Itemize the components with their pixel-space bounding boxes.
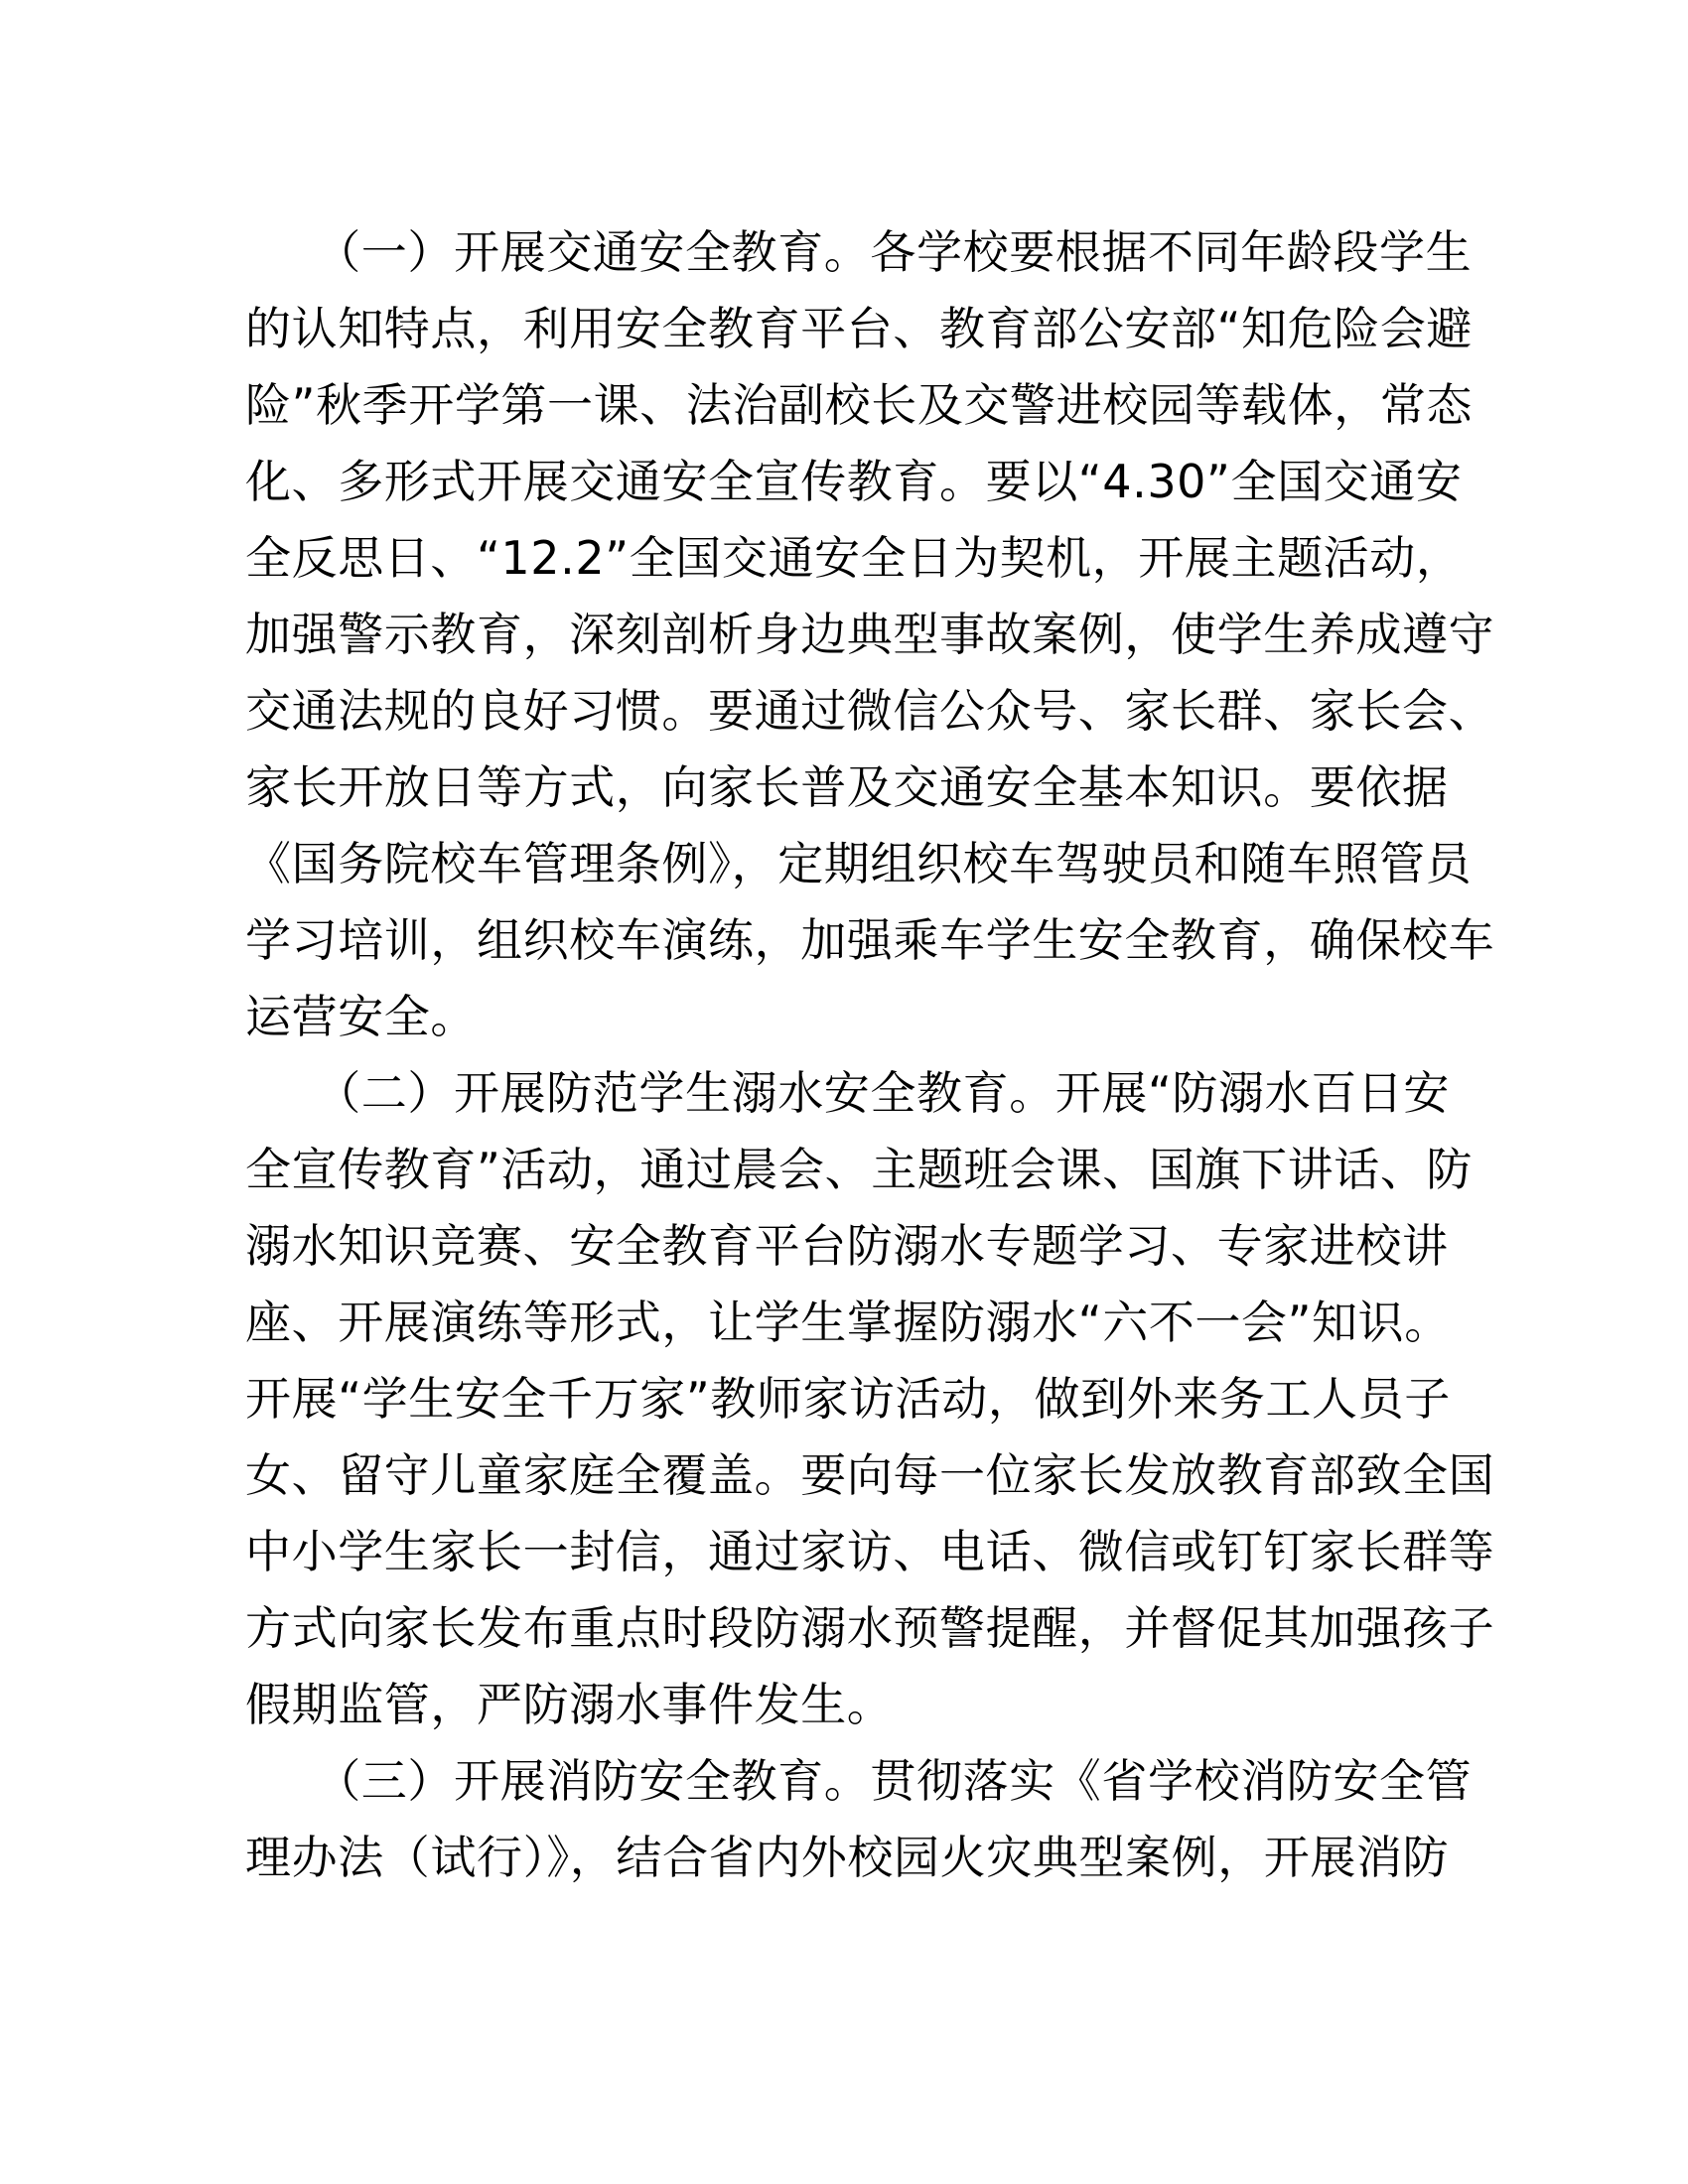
text-line: 化、多形式开展交通安全宣传教育。要以“4.30”全国交通安 xyxy=(245,455,1463,508)
text-line: 交通法规的良好习惯。要通过微信公众号、家长群、家长会、 xyxy=(245,684,1495,738)
paragraph-fire-safety xyxy=(245,1743,1473,1896)
document-page xyxy=(245,214,1495,1896)
text-line: （一）开展交通安全教育。各学校要根据不同年龄段学生 xyxy=(245,225,1473,279)
paragraph-drowning-prevention xyxy=(245,1055,1495,1743)
text-line: 女、留守儿童家庭全覆盖。要向每一位家长发放教育部致全国 xyxy=(245,1448,1495,1502)
text-line: 假期监管，严防溺水事件发生。 xyxy=(245,1678,894,1731)
text-line: 座、开展演练等形式，让学生掌握防溺水“六不一会”知识。 xyxy=(245,1296,1451,1349)
text-line: 全宣传教育”活动，通过晨会、主题班会课、国旗下讲话、防 xyxy=(245,1143,1474,1196)
text-line: 《国务院校车管理条例》，定期组织校车驾驶员和随车照管员 xyxy=(245,837,1473,890)
paragraph-traffic-safety xyxy=(245,214,1495,1055)
text-line: 运营安全。 xyxy=(245,990,477,1043)
text-line: 中小学生家长一封信，通过家访、电话、微信或钉钉家长群等 xyxy=(245,1525,1495,1578)
text-line: 理办法（试行）》，结合省内外校园火灾典型案例，开展消防 xyxy=(245,1831,1450,1884)
text-line: 溺水知识竞赛、安全教育平台防溺水专题学习、专家进校讲 xyxy=(245,1219,1449,1273)
text-line: （二）开展防范学生溺水安全教育。开展“防溺水百日安 xyxy=(245,1066,1451,1120)
text-line: 学习培训，组织校车演练，加强乘车学生安全教育，确保校车 xyxy=(245,913,1495,967)
text-line: （三）开展消防安全教育。贯彻落实《省学校消防安全管 xyxy=(245,1754,1473,1808)
text-line: 开展“学生安全千万家”教师家访活动，做到外来务工人员子 xyxy=(245,1372,1451,1426)
text-line: 家长开放日等方式，向家长普及交通安全基本知识。要依据 xyxy=(245,760,1449,814)
text-line: 方式向家长发布重点时段防溺水预警提醒，并督促其加强孩子 xyxy=(245,1601,1495,1655)
text-line: 全反思日、“12.2”全国交通安全日为契机，开展主题活动， xyxy=(245,531,1463,585)
text-line: 的认知特点，利用安全教育平台、教育部公安部“知危险会避 xyxy=(245,302,1474,355)
text-line: 险”秋季开学第一课、法治副校长及交警进校园等载体，常态 xyxy=(245,378,1474,432)
text-line: 加强警示教育，深刻剖析身边典型事故案例，使学生养成遵守 xyxy=(245,608,1495,661)
